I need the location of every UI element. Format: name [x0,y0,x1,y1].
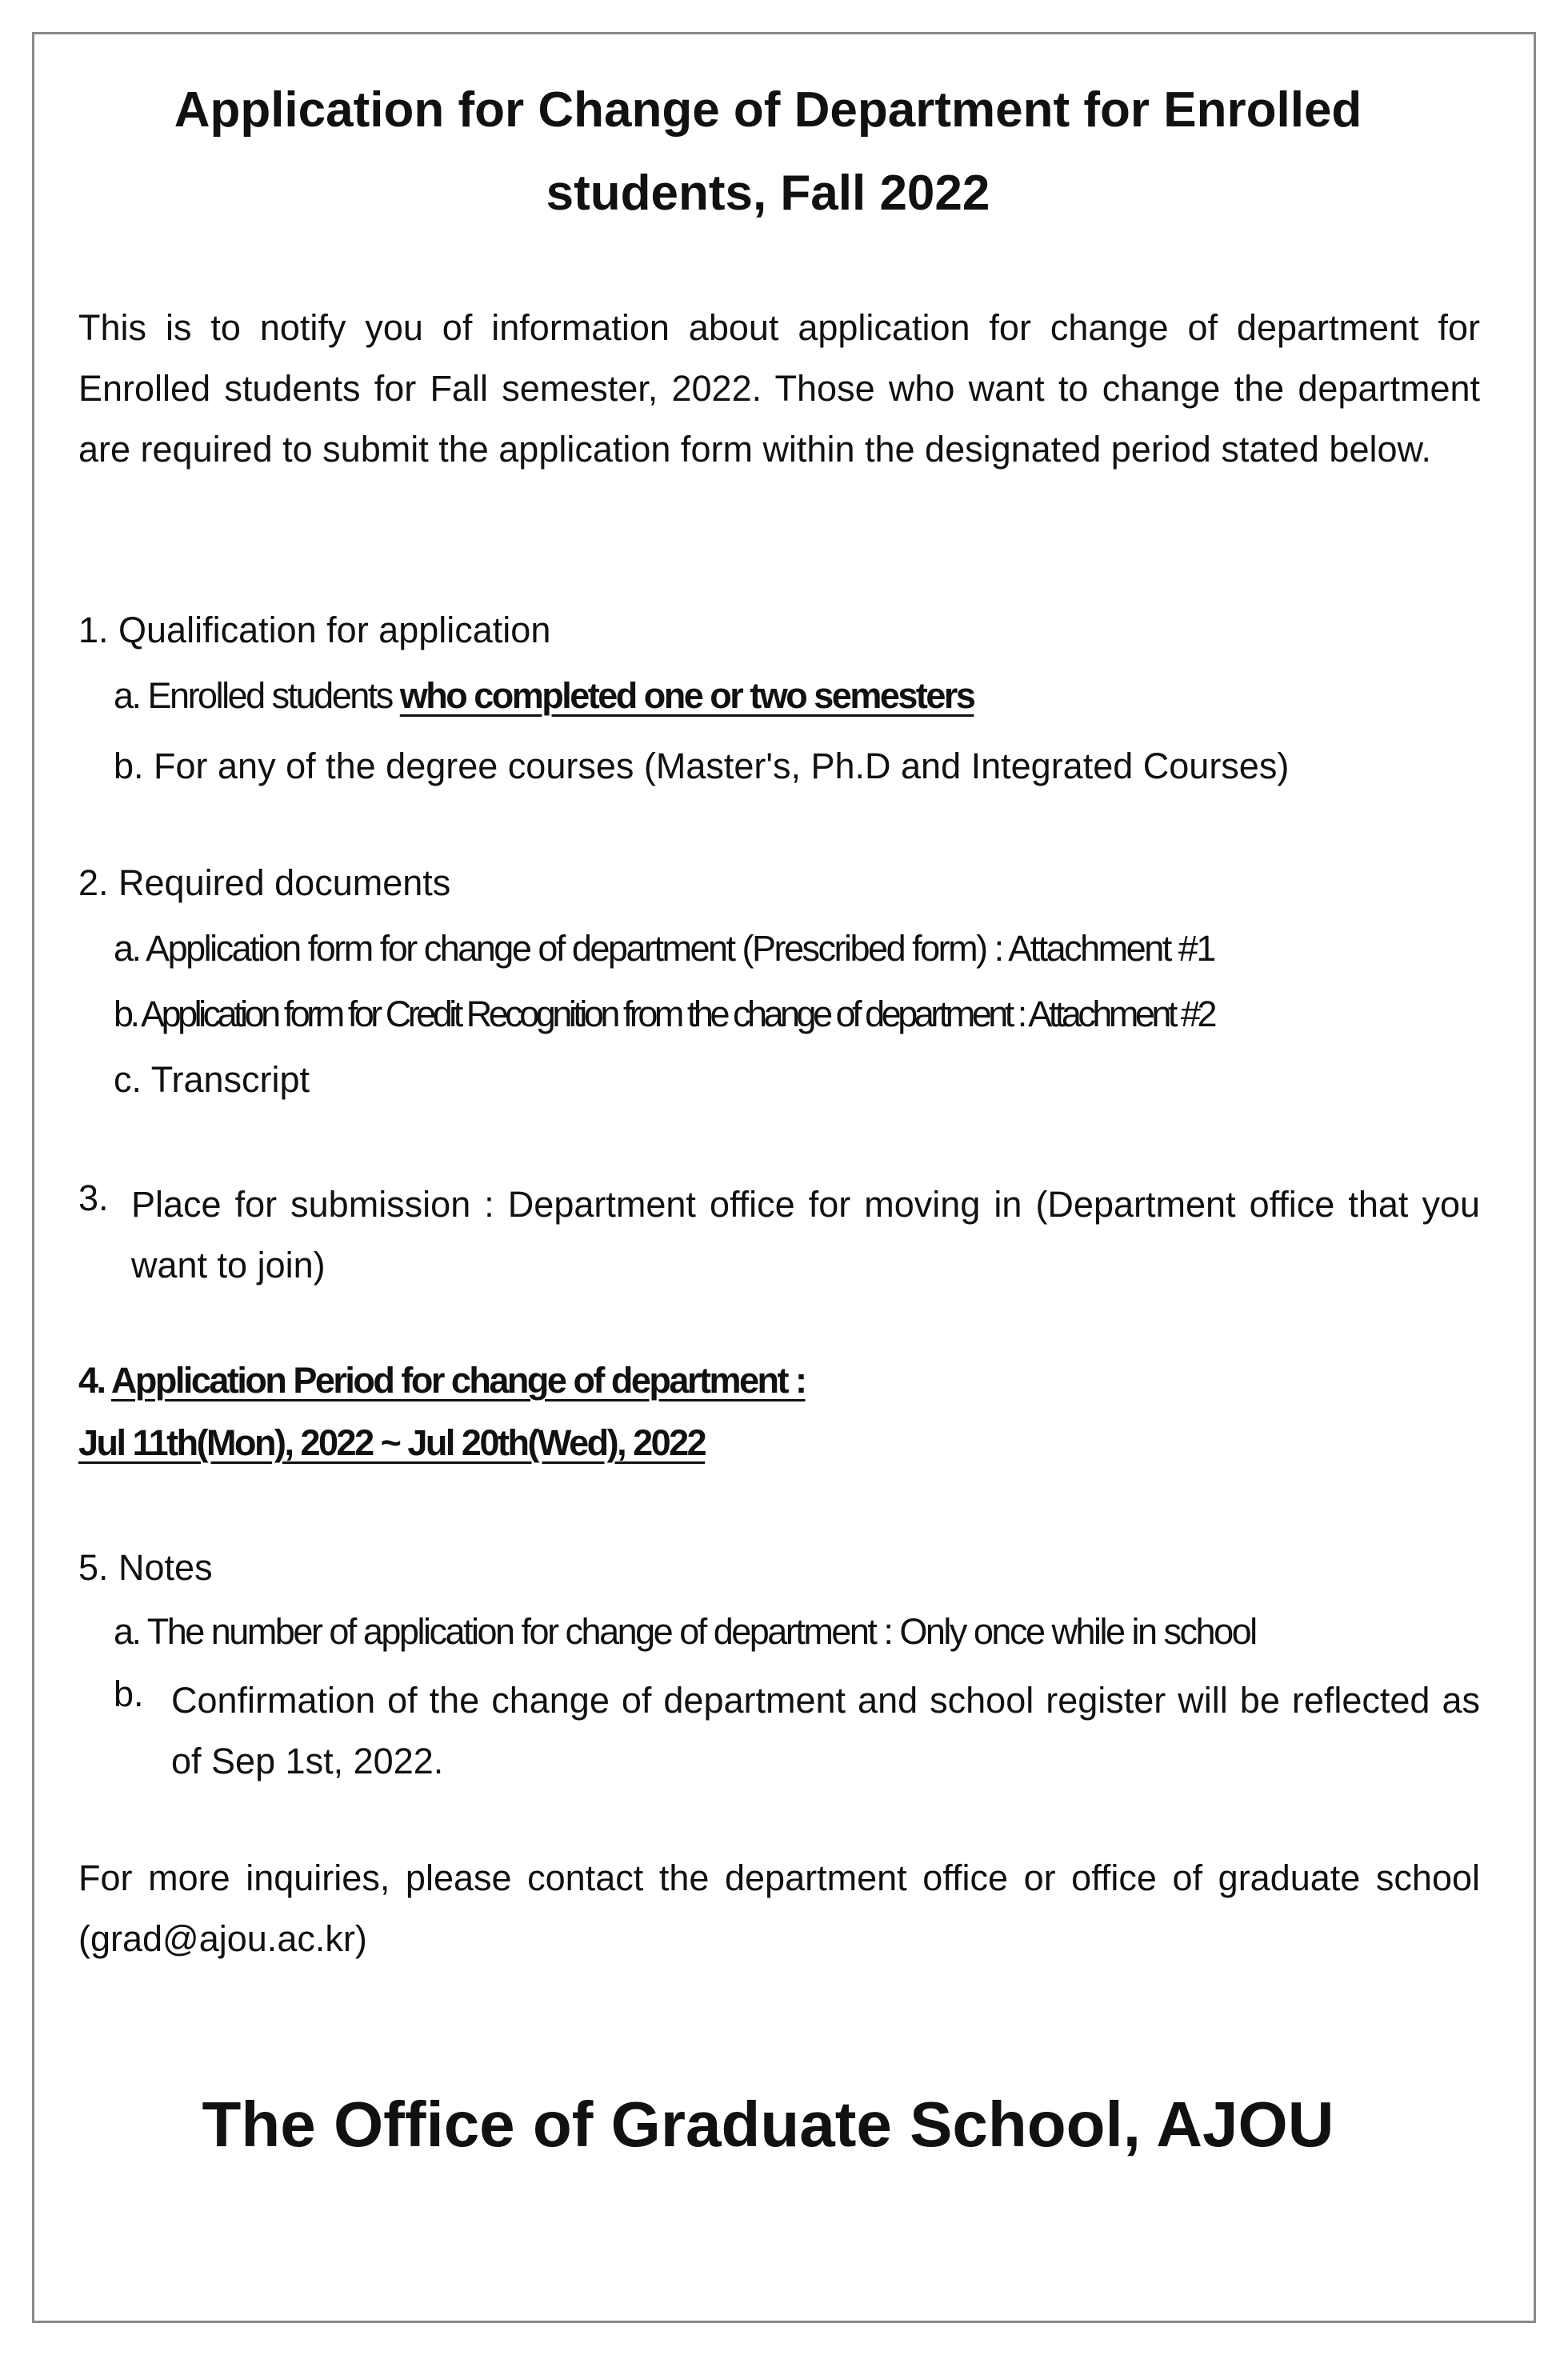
title-line-1: Application for Change of Department for Enrolled [174,82,1362,138]
section-2-heading: 2. Required documents [78,862,451,903]
section-4-heading: Application Period for change of department : [110,1360,806,1401]
title-line-2: students, Fall 2022 [546,166,990,221]
section-5-item-b-label: b. [114,1673,144,1714]
section-1-item-b: b. For any of the degree courses (Master's, Ph.D and Integrated Courses) [114,746,1290,786]
section-5-item-a: a. The number of application for change of department : Only once while in school [114,1611,1256,1652]
section-3-text: Place for submission : Department office for moving in (Department office that you want to join) [131,1184,1480,1285]
section-5-item-b-text: Confirmation of the change of department and school register will be reflected as of Sep 1st, 2022. [171,1680,1480,1781]
section-1-item-a-emphasis: who completed one or two semesters [399,675,974,716]
section-4-period: Jul 11th(Mon), 2022 ~ Jul 20th(Wed), 2022 [78,1422,706,1463]
intro-paragraph: This is to notify you of information about application for change of department for Enrolled students for Fall semester, 2022. Those who want to change the department are required to submit the application form within the designated period stated below. [78,307,1480,470]
office-signature: The Office of Graduate School, AJOU [202,2089,1334,2160]
section-2-item-c: c. Transcript [114,1059,310,1100]
section-1-item-a-prefix: a. Enrolled students [114,675,400,716]
notice-title [96,69,1440,235]
section-5-heading: 5. Notes [78,1547,213,1588]
section-1-item-a [114,675,974,717]
inquiries-paragraph: For more inquiries, please contact the department office or office of graduate school (grad@ajou.ac.kr) [78,1857,1480,1959]
section-4-number: 4. [78,1360,105,1401]
section-2-item-b: b. Application form for Credit Recognition from the change of department : Attachment #2 [114,994,1214,1034]
section-3-number: 3. [78,1178,109,1218]
section-2-item-a: a. Application form for change of department (Prescribed form) : Attachment #1 [114,928,1214,969]
section-1-heading: 1. Qualification for application [78,610,551,650]
section-4-line-1 [78,1360,805,1401]
